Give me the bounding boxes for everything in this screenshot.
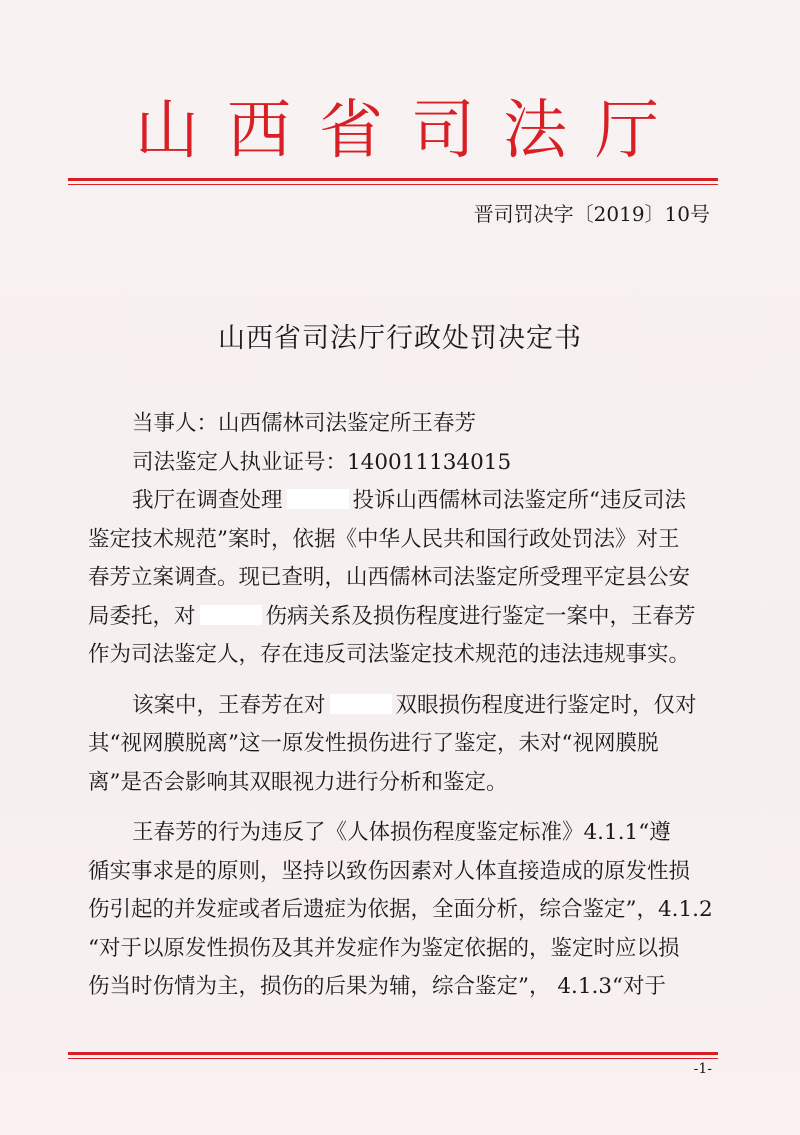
agency-header-title: 山西省司法厅 [135,94,687,168]
paragraph-3-line-5: 伤当时伤情为主，损伤的后果为辅，综合鉴定”， 4.1.3“对于 [88,974,667,999]
paragraph-2-line-2: 其“视网膜脱离”这一原发性损伤进行了鉴定，未对“视网膜脱 [88,731,659,756]
redaction-block [287,489,349,509]
text-fragment: 我厅在调查处理 [132,488,283,513]
paragraph-3-line-3: 伤引起的并发症或者后遗症为依据，全面分析，综合鉴定”，4.1.2 [88,897,713,922]
paragraph-2-line-3: 离”是否会影响其双眼视力进行分析和鉴定。 [88,769,508,795]
text-fragment: 伤病关系及损伤程度进行鉴定一案中，王春芳 [265,603,696,629]
footer-rule-thin [68,1058,718,1059]
page-number: -1- [693,1061,712,1077]
paragraph-3-line-2: 循实事求是的原则，坚持以致伤因素对人体直接造成的原发性损 [88,858,691,884]
paragraph-1-line-4 [88,598,720,637]
header-rule-thin [68,184,718,185]
paragraph-gap [88,802,720,814]
paragraph-gap [88,675,720,687]
text-fragment: 局委托，对 [88,603,196,629]
document-number: 晋司罚决字〔2019〕10号 [473,202,710,226]
document-title: 山西省司法厅行政处罚决定书 [218,323,582,354]
license-number-line: 司法鉴定人执业证号：140011134015 [132,449,512,475]
footer-rule-thick [68,1052,718,1055]
paragraph-1-line-1 [88,482,720,521]
party-name-line: 当事人：山西儒林司法鉴定所王春芳 [132,411,477,436]
paragraph-1-line-5: 作为司法鉴定人，存在违反司法鉴定技术规范的违法违规事实。 [88,642,691,667]
header-rule-thick [68,178,718,181]
text-fragment: 投诉山西儒林司法鉴定所“违反司法 [352,488,687,513]
paragraph-1-line-2: 鉴定技术规范”案时，依据《中华人民共和国行政处罚法》对王 [88,526,680,552]
text-fragment: 双眼损伤程度进行鉴定时，仅对 [395,692,697,718]
paragraph-3-line-4: “对于以原发性损伤及其并发症作为鉴定依据的，鉴定时应以损 [88,935,680,961]
text-fragment: 该案中，王春芳在对 [132,692,326,718]
paragraph-3-line-1: 王春芳的行为违反了《人体损伤程度鉴定标准》4.1.1“遵 [132,820,671,845]
paragraph-1-line-3: 春芳立案调查。现已查明，山西儒林司法鉴定所受理平定县公安 [88,565,691,590]
redaction-block [200,605,262,625]
redaction-block [330,694,392,714]
paragraph-2-line-1 [88,687,720,726]
document-body [88,405,720,1007]
